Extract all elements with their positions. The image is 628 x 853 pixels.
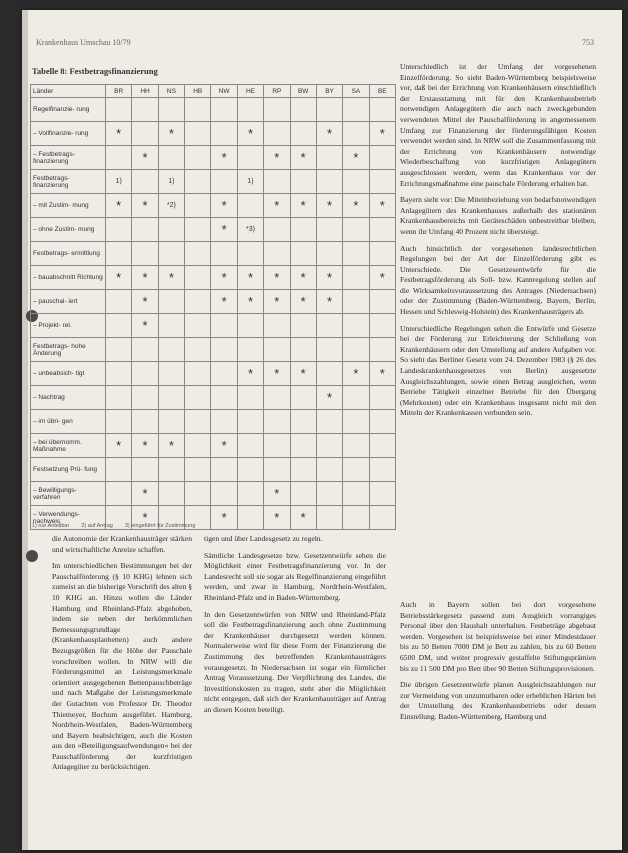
table-cell: [106, 386, 132, 410]
table-cell: [316, 314, 342, 338]
table-cell: [343, 266, 369, 290]
row-label: – mit Zustim- mung: [31, 194, 106, 218]
table-cell: [106, 314, 132, 338]
table-cell: [316, 482, 342, 506]
row-label: – Projekt- rel.: [31, 314, 106, 338]
column-header-laender: Länder: [31, 85, 106, 98]
table-cell: [158, 410, 184, 434]
table-row: [31, 98, 396, 122]
table-cell: [369, 314, 395, 338]
table-row: [31, 314, 396, 338]
table-cell: [343, 410, 369, 434]
table-cell: [343, 458, 369, 482]
table-row: [31, 338, 396, 362]
table-cell: [316, 338, 342, 362]
table-cell: [158, 146, 184, 170]
table-cell: [185, 386, 211, 410]
table-cell: *: [106, 266, 132, 290]
table-cell: [106, 146, 132, 170]
table-cell: [185, 338, 211, 362]
table-cell: *: [264, 146, 290, 170]
paragraph: Im unterschiedlichen Bestimmungen bei der Pauschalförderung (§ 10 KHG) lehnen sich zumeist an die bisherige Vorschrift des alten § 10 KHG an. Hinzu wollen die Länder Hamburg und Rheinland-Pfalz abgehoben, indem sie neben der herkömmlichen Bemessungsgrundlage (Krankenhausplanbetten) auch andere Bezugsgrößen für die Höhe der Pauschale vorschreiben wollen. In NRW will die Förderungsmittel an Leistungsmerkmale orientiert ausgegebenen Bettenpauschbeträge und nach Maßgabe der Leistungsmerkmale der Gutachten von Professor Dr. Theodor Thiemeyer, Bochum ausgeführt. Hamburg, Nordrhein-Westfalen, Baden-Württemberg und Bayern beabsichtigen, auch die Kosten aus den »Beteiligungsaufwendungen« bei der Pauschalförderung der kurzfristigen Anlagegüter zu berücksichtigen.: [52, 561, 192, 772]
table-legend: [32, 523, 207, 529]
table-row: [31, 194, 396, 218]
table-cell: *: [264, 362, 290, 386]
table-row: [31, 170, 396, 194]
table-cell: 1): [106, 170, 132, 194]
table-cell: [264, 410, 290, 434]
table-cell: [237, 314, 263, 338]
row-label: – Festbetrags- finanzierung: [31, 146, 106, 170]
right-column: [400, 62, 596, 425]
left-column: [52, 534, 192, 779]
table-cell: [343, 290, 369, 314]
table-cell: *: [290, 506, 316, 530]
table-cell: *: [290, 194, 316, 218]
table-cell: *: [316, 266, 342, 290]
table-row: [31, 434, 396, 458]
table-cell: [185, 242, 211, 266]
paragraph: tigen und über Landesgesetz zu regeln.: [204, 534, 323, 543]
table-cell: 1): [237, 170, 263, 194]
table-cell: [264, 242, 290, 266]
paragraph: Unterschiedlich ist der Umfang der vorgesehenen Einzelförderung. So sieht Baden-Württemberg beispielsweise vor, daß bei der Errichtung von Krankenhäusern einschließlich der Erstausstattung mit für den Krankenhausbetrieb notwendigen Anlagegütern die auch nach zweckgebunden verwendeten Mittel der Pauschalförderung in angemessenem Umfang zur Finanzierung der förderungsfähigen Kosten verwendet werden sind. In NRW soll die Zusammenfassung mit der Errichtung von Krankenhäusern notwendige Wiederbeschaffung von kurzfristigen Anlagegütern ausgeschlossen werden, wenn das Krankenhaus vor der Errichtungsmaßnahme eine pauschale Förderung erhalten hat.: [400, 62, 596, 188]
table-cell: [158, 314, 184, 338]
table-cell: *: [343, 146, 369, 170]
table-cell: *: [211, 218, 237, 242]
table-cell: [237, 434, 263, 458]
table-cell: [369, 458, 395, 482]
table-cell: *: [211, 434, 237, 458]
legend-note: 3) eingeführt für Zustimmung: [124, 523, 196, 529]
table-cell: [185, 458, 211, 482]
row-label: – pauschal- iert: [31, 290, 106, 314]
paragraph: Unterschiedliche Regelungen sehen die Entwürfe und Gesetze bei der Förderung zur Erleichterung der Schließung von Krankenhäusern oder den Umstellung auf andere Aufgaben vor. So sieht das Berliner Gesetz vom 24. Dezember 1983 (§ 26 des Landeskrankenhausgesetzes von Berlin) ausgesetzte Ausgleichszahlungen, sowie einen Betrag ausgleichen, wenn Betriebe Tätigkeit einzelner Betriebe für den Übergang (Mehrkosten) oder ein Krankenhaus insgesamt nicht mit den Mitteln der Krankenkassen verbunden sein.: [400, 323, 596, 418]
table-cell: *: [106, 434, 132, 458]
table-cell: [237, 386, 263, 410]
journal-title: Krankenhaus Umschau 10/79: [36, 38, 131, 47]
table-cell: [369, 410, 395, 434]
table-cell: [264, 314, 290, 338]
column-header-rp: RP: [264, 85, 290, 98]
table-cell: [290, 410, 316, 434]
row-label: Festbetrags- hohe Änderung: [31, 338, 106, 362]
table-cell: [185, 362, 211, 386]
table-cell: *: [211, 290, 237, 314]
table-cell: [211, 386, 237, 410]
column-header-by: BY: [316, 85, 342, 98]
table-row: [31, 266, 396, 290]
table-cell: [343, 506, 369, 530]
table-cell: [185, 410, 211, 434]
paragraph: Die übrigen Gesetzentwürfe planen Ausgleichszahlungen nur zur Vermeidung von unzumutbaren oder erheblichen Härten bei der Umstellung des Krankenhausbetriebs oder dessen Einstellung. Baden-Württemberg, Hamburg und: [400, 680, 596, 721]
table-cell: *: [264, 506, 290, 530]
table-cell: [158, 98, 184, 122]
table-cell: [369, 170, 395, 194]
legend-note: 1) nur Anteilbar: [32, 523, 70, 529]
row-label: – Bewilligungs- verfahren: [31, 482, 106, 506]
table-cell: *: [106, 122, 132, 146]
table-cell: [132, 458, 158, 482]
table-cell: [185, 194, 211, 218]
table-cell: [343, 386, 369, 410]
table-cell: [132, 410, 158, 434]
table-row: [31, 386, 396, 410]
table-cell: *: [211, 146, 237, 170]
table-cell: [290, 338, 316, 362]
table-cell: [211, 314, 237, 338]
column-header-hb: HB: [185, 85, 211, 98]
table-cell: [369, 218, 395, 242]
table-cell: [211, 338, 237, 362]
table-cell: *: [211, 266, 237, 290]
table-cell: [369, 98, 395, 122]
table-cell: [106, 290, 132, 314]
table-cell: *: [290, 266, 316, 290]
row-label: – bei übernomm. Maßnahme: [31, 434, 106, 458]
row-label: Festbetrags- ermittlung: [31, 242, 106, 266]
table-cell: *3): [237, 218, 263, 242]
table-cell: [237, 410, 263, 434]
table-cell: [237, 458, 263, 482]
table-cell: [343, 434, 369, 458]
table-cell: [290, 458, 316, 482]
table-cell: [290, 314, 316, 338]
table-row: [31, 362, 396, 386]
table-cell: [237, 194, 263, 218]
table-cell: *: [316, 290, 342, 314]
table-cell: [316, 242, 342, 266]
table-cell: [132, 122, 158, 146]
table-cell: [185, 170, 211, 194]
table-cell: *: [132, 290, 158, 314]
column-header-sa: SA: [343, 85, 369, 98]
table-cell: *: [132, 314, 158, 338]
table-cell: [369, 290, 395, 314]
table-cell: [185, 266, 211, 290]
column-header-hh: HH: [132, 85, 158, 98]
table-cell: [290, 122, 316, 146]
table-cell: [132, 218, 158, 242]
table-cell: [290, 218, 316, 242]
table-cell: [106, 362, 132, 386]
table-row: [31, 458, 396, 482]
table-cell: *: [211, 506, 237, 530]
table-header-row: [31, 85, 396, 98]
table-cell: [211, 458, 237, 482]
page-number: 753: [582, 38, 594, 47]
table-row: [31, 410, 396, 434]
column-header-nw: NW: [211, 85, 237, 98]
row-label: – im übri- gen: [31, 410, 106, 434]
table-cell: *: [158, 122, 184, 146]
column-header-be: BE: [369, 85, 395, 98]
table-cell: [106, 218, 132, 242]
table-cell: [316, 362, 342, 386]
table-cell: *: [132, 506, 158, 530]
paragraph: In den Gesetzentwürfen von NRW und Rheinland-Pfalz soll die Festbetragsfinanzierung auch ohne Zustimmung der Krankenhäuser durchgesetzt werden können. Normalerweise wird für diese Form der Finanzierung die Zustimmung des betreffenden Krankenhausträgers vorausgesetzt. In Niedersachsen ist sogar ein förmlicher Antrag Voraussetzung. Der Verpflichtung des Landes, die Investitionskosten zu tragen, steht aber die Möglichkeit nicht entgegen, daß sich der Krankenhausträger auf Antrag an diesen Kosten beteiligt.: [204, 609, 386, 714]
column-header-ns: NS: [158, 85, 184, 98]
table-cell: [211, 98, 237, 122]
table-cell: *: [211, 194, 237, 218]
table-cell: *: [237, 266, 263, 290]
column-header-he: HE: [237, 85, 263, 98]
table-cell: [369, 434, 395, 458]
table-cell: [264, 122, 290, 146]
table-cell: [237, 146, 263, 170]
row-label: – bauabschnitt Richtung: [31, 266, 106, 290]
table-cell: [343, 482, 369, 506]
table-cell: *: [158, 434, 184, 458]
table-cell: *: [264, 290, 290, 314]
table-cell: [343, 170, 369, 194]
table-cell: [290, 434, 316, 458]
table-cell: *: [264, 482, 290, 506]
table-cell: *2): [158, 194, 184, 218]
table-cell: [211, 362, 237, 386]
paragraph: die Autonomie der Krankenhausträger stärken und wirtschaftliche Anreize schaffen.: [52, 534, 193, 554]
table-cell: *: [132, 266, 158, 290]
table-row: [31, 146, 396, 170]
table-row: [31, 242, 396, 266]
table-cell: [369, 482, 395, 506]
table-cell: *: [343, 362, 369, 386]
table-cell: 1): [158, 170, 184, 194]
table-cell: [185, 98, 211, 122]
table-cell: [106, 242, 132, 266]
table-cell: [158, 362, 184, 386]
table-cell: [106, 458, 132, 482]
table-cell: [185, 482, 211, 506]
table-cell: [343, 338, 369, 362]
table-cell: *: [316, 122, 342, 146]
table-cell: [316, 458, 342, 482]
row-label: – Nachtrag: [31, 386, 106, 410]
table-cell: [106, 482, 132, 506]
table-cell: *: [343, 194, 369, 218]
table-cell: [343, 242, 369, 266]
table-cell: [158, 482, 184, 506]
table-cell: [158, 338, 184, 362]
table-cell: [290, 482, 316, 506]
table-cell: [290, 98, 316, 122]
table-cell: [211, 482, 237, 506]
row-label: – Vollfinanzie- rung: [31, 122, 106, 146]
table-cell: [290, 386, 316, 410]
table-cell: [264, 98, 290, 122]
table-cell: *: [132, 434, 158, 458]
book-page: [22, 10, 622, 850]
row-label: Festbetrags- finanzierung: [31, 170, 106, 194]
column-header-bw: BW: [290, 85, 316, 98]
table-cell: *: [237, 122, 263, 146]
table-cell: [369, 242, 395, 266]
table-cell: [185, 314, 211, 338]
table-cell: [316, 170, 342, 194]
page-gutter: [22, 10, 28, 850]
table-cell: [316, 434, 342, 458]
table-cell: [185, 290, 211, 314]
table-cell: [132, 362, 158, 386]
table-row: [31, 482, 396, 506]
table-cell: [237, 506, 263, 530]
table-cell: [369, 506, 395, 530]
table-cell: [237, 242, 263, 266]
table-cell: *: [369, 266, 395, 290]
table-cell: *: [237, 362, 263, 386]
table-cell: [290, 242, 316, 266]
punch-hole: [26, 550, 38, 562]
table-cell: [316, 146, 342, 170]
table-cell: [106, 98, 132, 122]
row-label: Festsetzung Prü- fung: [31, 458, 106, 482]
table-cell: [185, 218, 211, 242]
table-cell: [237, 338, 263, 362]
table-cell: [264, 218, 290, 242]
table-cell: [132, 386, 158, 410]
table-cell: *: [132, 194, 158, 218]
middle-column: [204, 534, 386, 722]
paragraph: Auch in Bayern sollen bei dort vorgesehene Betriebsstärkegesetz passend zum Ausgleich vorrangiges Personal über den Haushalt unterhalten. Festbeträge abgebaut werden. Vorgesehen ist beispielsweise bei einer Mindestdauer bis zu 50 Betten 7000 DM je Bett zu zahlen, bis zu 60 Betten 6500 DM, und weiter progressiv gestaffelte Stiftungsprämien bis zu 11 500 DM pro Bett über 90 Betten Stiftungsprovisionen.: [400, 600, 596, 673]
row-label: – ohne Zustim- mung: [31, 218, 106, 242]
table-cell: [316, 410, 342, 434]
table-cell: [264, 386, 290, 410]
table-cell: [106, 338, 132, 362]
table-cell: [264, 434, 290, 458]
table-cell: [264, 170, 290, 194]
table-cell: [369, 386, 395, 410]
table-cell: [343, 218, 369, 242]
table-cell: [185, 146, 211, 170]
table-cell: [106, 410, 132, 434]
column-header-br: BR: [106, 85, 132, 98]
table-caption: Tabelle 8: Festbetragsfinanzierung: [32, 66, 158, 76]
table-cell: [264, 338, 290, 362]
table-cell: [264, 458, 290, 482]
table-cell: [158, 290, 184, 314]
table-cell: [185, 434, 211, 458]
table-cell: [369, 338, 395, 362]
table-cell: *: [264, 194, 290, 218]
table-cell: [211, 170, 237, 194]
table-row: [31, 290, 396, 314]
table-cell: [158, 458, 184, 482]
table-cell: *: [290, 290, 316, 314]
table-row: [31, 218, 396, 242]
table-cell: *: [106, 194, 132, 218]
table-cell: *: [369, 194, 395, 218]
table-cell: *: [132, 146, 158, 170]
table-cell: [211, 122, 237, 146]
row-label: – unbeabsich- tigt: [31, 362, 106, 386]
paragraph: Bayern sieht vor: Die Miteinbeziehung von bedarfsnotwendigen Anlagegütern des Krankenhauses außerhalb des stationären Krankenhausbereichs mit Geräteschäden unbestreitbar bleiben, wenn ihr Umfang 40 Prozent nicht übersteigt.: [400, 195, 596, 236]
table-cell: [158, 218, 184, 242]
table-cell: [316, 506, 342, 530]
table-cell: [343, 314, 369, 338]
table-cell: [316, 218, 342, 242]
row-label: Regelfinanzie- rung: [31, 98, 106, 122]
table-cell: [132, 338, 158, 362]
table-cell: [211, 242, 237, 266]
table-cell: [158, 386, 184, 410]
table-cell: *: [158, 266, 184, 290]
table-cell: [185, 122, 211, 146]
table-cell: [132, 170, 158, 194]
legend-note: 2) auf Antrag: [81, 523, 113, 529]
table-cell: [237, 482, 263, 506]
table-cell: *: [290, 146, 316, 170]
paragraph: Sämtliche Landesgesetze bzw. Gesetzentwürfe sehen die Möglichkeit einer Festbetragsfinanzierung vor. In der Landesrecht soll sie sogar als Regelfinanzierung eingeführt werden, und zwar in Hamburg, Nordrhein-Westfalen, Rheinland-Pfalz und in Baden-Württemberg.: [204, 550, 386, 602]
table-cell: [369, 146, 395, 170]
table-cell: [158, 242, 184, 266]
table-cell: *: [316, 194, 342, 218]
table-cell: [132, 242, 158, 266]
row-label: – Verwendungs- nachweis: [31, 506, 106, 530]
table-cell: [237, 98, 263, 122]
table-cell: [316, 98, 342, 122]
table-cell: *: [316, 386, 342, 410]
table-cell: [211, 410, 237, 434]
table-cell: [343, 98, 369, 122]
financing-table: [30, 84, 396, 530]
paragraph: Auch hinsichtlich der vorgesehenen landesrechtlichen Regelungen bei der Art der Einzelförderung gibt es Unterschiede. Die Gesetzesentwürfe für die Festbetragsförderung als Soll- bzw. Kannregelung stellen auf die Wirksamkeitsvoraussetzung des Antrages (Niedersachsen) oder der Zustimmung (Baden-Württemberg, Bayern, Berlin, Hessen und Schleswig-Holstein) des Krankenhausträgers ab.: [400, 243, 596, 317]
table-cell: *: [264, 266, 290, 290]
table-cell: *: [369, 122, 395, 146]
table-cell: *: [237, 290, 263, 314]
table-cell: [290, 170, 316, 194]
right-column-lower: [400, 600, 596, 729]
table-cell: *: [369, 362, 395, 386]
table-cell: *: [290, 362, 316, 386]
table-cell: [132, 98, 158, 122]
table-cell: [343, 122, 369, 146]
table-row: [31, 122, 396, 146]
table-cell: *: [132, 482, 158, 506]
